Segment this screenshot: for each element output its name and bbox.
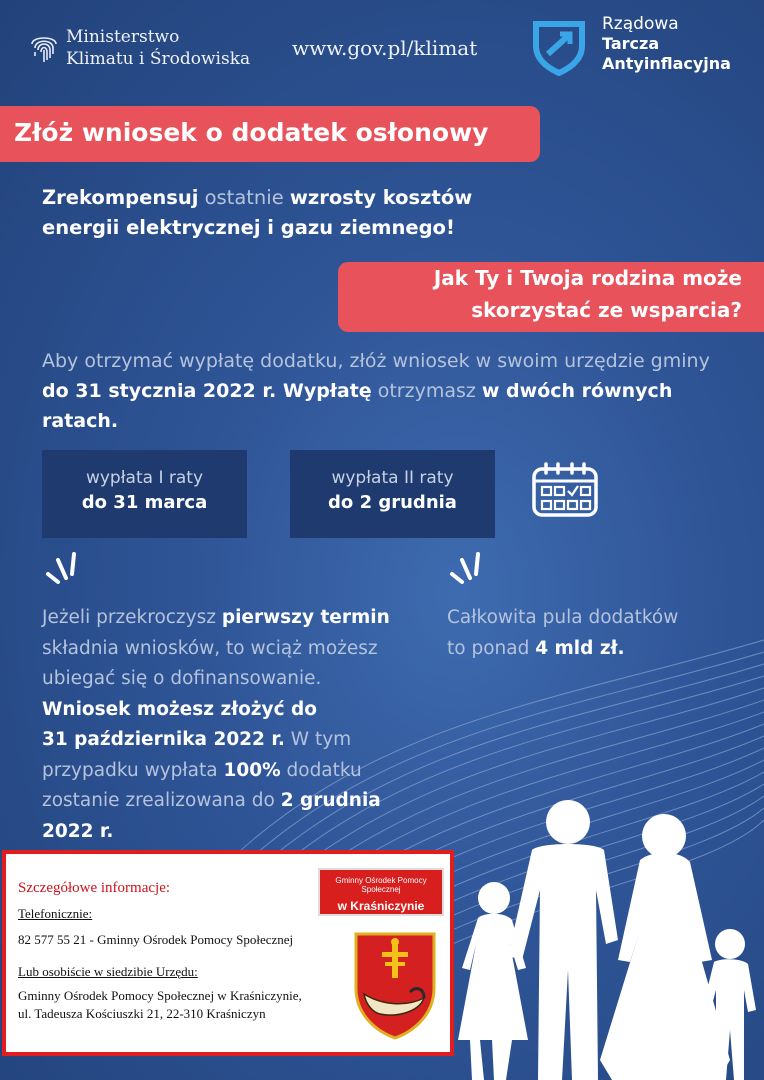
- intro-part-3: otrzymasz: [371, 380, 482, 402]
- sub-word-2: ostatnie: [198, 186, 290, 209]
- ministry-line-1: Ministerstwo: [66, 27, 180, 47]
- sub-word-1: Zrekompensuj: [42, 186, 199, 209]
- note-g1: zostanie zrealizowana do: [42, 790, 281, 811]
- payment-2-date: do 2 grudnia: [328, 492, 457, 513]
- pool-a: Całkowita pula dodatków: [447, 607, 679, 628]
- address-line-1: Gminny Ośrodek Pomocy Społecznej w Kraśniczynie,: [18, 988, 302, 1003]
- payment-1-date: do 31 marca: [81, 492, 208, 513]
- visit-label: Lub osobiście w siedzibie Urzędu:: [18, 964, 198, 979]
- note-e1: 31 października 2022 r.: [42, 729, 285, 750]
- note-a1: Jeżeli przekroczysz: [42, 607, 222, 628]
- intro-part-2: do 31 stycznia 2022 r. Wypłatę: [42, 380, 372, 402]
- note-h: 2022 r.: [42, 820, 114, 842]
- note-c: ubiegać się o dofinansowanie.: [42, 668, 322, 689]
- question-line-2: skorzystać ze wsparcia?: [471, 298, 742, 322]
- ministry-line-2: Klimatu i Środowiska: [66, 49, 251, 69]
- note-g2: 2 grudnia: [280, 790, 381, 811]
- sub-line-2: energii elektrycznej i gazu ziemnego!: [42, 216, 455, 239]
- note-d: Wniosek możesz złożyć do: [42, 698, 317, 720]
- gops-line-2: w Kraśniczynie: [337, 899, 425, 913]
- intro-part-1: Aby otrzymać wypłatę dodatku, złóż wniosek w swoim urzędzie gminy: [42, 350, 710, 372]
- headline-text: Złóż wniosek o dodatek osłonowy: [14, 118, 489, 147]
- shield-line-1: Rządowa: [602, 14, 679, 34]
- shield-line-3: Antyinflacyjna: [602, 54, 731, 73]
- pool-b2: 4 mld zł.: [535, 637, 625, 659]
- address-line-2: ul. Tadeusza Kościuszki 21, 22-310 Kraśniczyn: [18, 1006, 266, 1021]
- note-f3: dodatku: [280, 759, 362, 781]
- note-b: składnia wniosków, to wciąż możesz: [42, 637, 378, 659]
- phone-label: Telefonicznie:: [18, 906, 93, 921]
- coat-of-arms-icon: [350, 928, 440, 1040]
- info-box: [2, 850, 454, 1056]
- intro-part-4: w dwóch równych: [481, 380, 673, 402]
- note-f1: przypadku wypłata: [42, 759, 224, 781]
- gops-badge: [318, 868, 444, 916]
- gops-line-1: Gminny Ośrodek Pomocy Społecznej: [335, 876, 427, 894]
- note-a2: pierwszy termin: [221, 607, 390, 628]
- note-f2: 100%: [223, 759, 281, 781]
- payment-2-label: wypłata II raty: [331, 468, 454, 488]
- sub-word-3: wzrosty kosztów: [289, 186, 473, 209]
- phone-text[interactable]: 82 577 55 21 - Gminny Ośrodek Pomocy Społecznej: [18, 932, 294, 947]
- payment-1-label: wypłata I raty: [85, 468, 204, 488]
- info-heading: Szczegółowe informacje:: [18, 880, 171, 896]
- question-line-1: Jak Ty i Twoja rodzina może: [433, 266, 742, 290]
- intro-part-5: ratach.: [42, 410, 119, 432]
- note-e2: W tym: [284, 729, 352, 750]
- shield-line-2: Tarcza: [602, 34, 660, 53]
- website-link[interactable]: www.gov.pl/klimat: [292, 36, 478, 60]
- pool-b1: to ponad: [447, 637, 536, 659]
